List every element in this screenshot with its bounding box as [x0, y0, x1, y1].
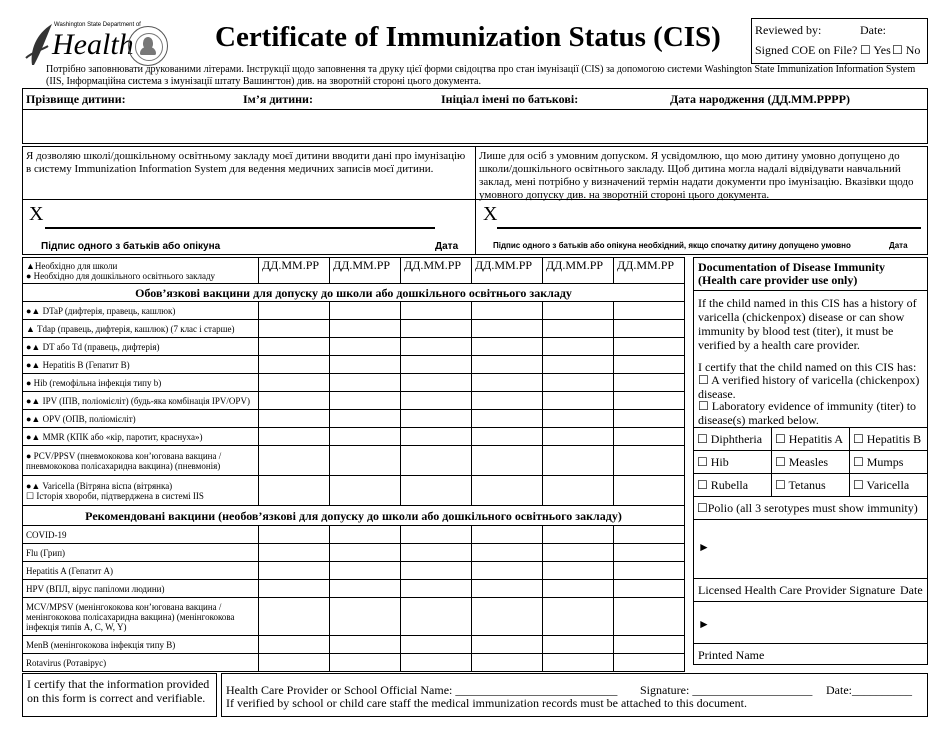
vaccine-name: ●▲ OPV (ОПВ, поліомієліт): [23, 410, 259, 428]
vaccine-table: [22, 257, 685, 672]
date-cell[interactable]: [472, 476, 543, 506]
date-cell[interactable]: [543, 410, 614, 428]
date-cell[interactable]: [543, 598, 614, 636]
child-info-box: [22, 88, 928, 144]
table-row: [23, 320, 685, 338]
date-cell[interactable]: [330, 410, 401, 428]
table-row: [23, 544, 685, 562]
date-cell[interactable]: [330, 320, 401, 338]
date-cell[interactable]: [259, 446, 330, 476]
date-cell[interactable]: [472, 526, 543, 544]
required-vaccines-title: Обов’язкові вакцини для допуску до школи або дошкільного освітнього закладу: [23, 284, 685, 302]
official-note: If verified by school or child care staff the medical immunization records must be attached to this document.: [226, 696, 747, 710]
vaccine-name: Flu (Грип): [23, 544, 259, 562]
date-cell[interactable]: [259, 356, 330, 374]
vaccine-name: ●▲ IPV (ІПВ, поліомієліт) (будь-яка комбінація IPV/OPV): [23, 392, 259, 410]
date-cell[interactable]: [614, 476, 685, 506]
date-cell[interactable]: [472, 302, 543, 320]
date-cell[interactable]: [472, 654, 543, 672]
date-cell[interactable]: [543, 636, 614, 654]
child-first-name-label: Ім’я дитини:: [243, 92, 313, 106]
disease-checkbox[interactable]: ☐ Mumps: [850, 451, 928, 474]
date-cell[interactable]: [614, 302, 685, 320]
certify-box: [22, 673, 217, 717]
table-row: [23, 526, 685, 544]
consent-box: [22, 146, 928, 255]
table-row: [23, 338, 685, 356]
date-cell[interactable]: [614, 526, 685, 544]
table-row: [23, 356, 685, 374]
date-cell[interactable]: [259, 320, 330, 338]
disease-checkbox[interactable]: ☐ Hepatitis A: [772, 428, 850, 451]
date-header: ДД.ММ.РР: [472, 258, 543, 284]
date-cell[interactable]: [543, 374, 614, 392]
parent-signature-line[interactable]: [45, 227, 435, 229]
date-cell[interactable]: [330, 562, 401, 580]
disease-checkbox[interactable]: ☐ Diphtheria: [694, 428, 772, 451]
child-last-name-label: Прізвище дитини:: [26, 92, 126, 106]
coe-no-checkbox[interactable]: ☐ No: [892, 43, 921, 57]
date-cell[interactable]: [401, 562, 472, 580]
date-header: ДД.ММ.РР: [330, 258, 401, 284]
conditional-signature-line[interactable]: [497, 227, 921, 229]
iis-consent-text: Я дозволяю школі/дошкільному освітньому закладу моєї дитини вводити дані про імунізацію в систему Immunization Information System для ведення медичних записів моєї дитини.: [26, 150, 466, 175]
vaccine-name: ●▲ Hepatitis B (Гепатит B): [23, 356, 259, 374]
date-cell[interactable]: [543, 526, 614, 544]
printed-name-area[interactable]: [693, 601, 928, 643]
vaccine-name: ●▲ MMR (КПК або «кір, паротит, краснуха»): [23, 428, 259, 446]
date-cell[interactable]: [543, 320, 614, 338]
date-cell[interactable]: [259, 476, 330, 506]
page-title: Certificate of Immunization Status (CIS): [215, 21, 721, 53]
date-cell[interactable]: [330, 476, 401, 506]
vaccine-name: ● PCV/PPSV (пневмококова кон’югована вакцина / пневмококова полісахаридна вакцина) (пневмонія): [23, 446, 259, 476]
date-cell[interactable]: [614, 392, 685, 410]
date-cell[interactable]: [472, 356, 543, 374]
date-cell[interactable]: [330, 526, 401, 544]
date-cell[interactable]: [259, 410, 330, 428]
child-dob-label: Дата народження (ДД.ММ.РРРР): [670, 92, 850, 106]
date-cell[interactable]: [614, 562, 685, 580]
provider-signature-area[interactable]: [693, 518, 928, 580]
date-cell[interactable]: [614, 320, 685, 338]
date-cell[interactable]: [614, 598, 685, 636]
date-cell[interactable]: [472, 562, 543, 580]
date-cell[interactable]: [330, 302, 401, 320]
table-row: [23, 562, 685, 580]
vaccine-name: MenB (менінгококова інфекція типу B): [23, 636, 259, 654]
review-date-label: Date:: [860, 23, 886, 37]
table-row: [23, 410, 685, 428]
date-cell[interactable]: [259, 562, 330, 580]
conditional-consent-text: Лише для осіб з умовним допуском. Я усвідомлюю, що мою дитину умовно допущено до школи/дошкільного освітнього закладу. Щоб дитина могла надалі відвідувати навчальний заклад, мені потрібно у визначений термін надати документи про імунізацію. Вказівки щодо умовного допуску див. на зворотній стороні цього документа.: [479, 150, 914, 201]
date-cell[interactable]: [614, 580, 685, 598]
reviewed-by-label: Reviewed by:: [755, 23, 822, 37]
date-cell[interactable]: [472, 392, 543, 410]
date-cell[interactable]: [401, 598, 472, 636]
date-cell[interactable]: [614, 410, 685, 428]
signed-coe-label: Signed COE on File?: [755, 43, 858, 57]
date-cell[interactable]: [330, 544, 401, 562]
vaccine-name: ●▲ Varicella (Вітряна віспа (вітрянка): [26, 480, 173, 491]
date-cell[interactable]: [401, 410, 472, 428]
polio-checkbox[interactable]: ☐Polio (all 3 serotypes must show immunity): [694, 497, 928, 520]
date-cell[interactable]: [614, 428, 685, 446]
date-cell[interactable]: [330, 428, 401, 446]
date-cell[interactable]: [472, 544, 543, 562]
child-middle-initial-label: Ініціал імені по батькові:: [441, 92, 579, 106]
conditional-signature-x: X: [483, 203, 498, 225]
provider-date-label: Date: [900, 583, 923, 597]
table-row: [23, 636, 685, 654]
date-cell[interactable]: [543, 580, 614, 598]
date-cell[interactable]: [401, 320, 472, 338]
date-header: ДД.ММ.РР: [543, 258, 614, 284]
date-cell[interactable]: [259, 544, 330, 562]
vaccine-name: HPV (ВПЛ, вірус папіломи людини): [23, 580, 259, 598]
date-cell[interactable]: [472, 428, 543, 446]
date-cell[interactable]: [543, 476, 614, 506]
table-row: [23, 302, 685, 320]
parent-signature-label: Підпис одного з батьків або опікуна: [41, 241, 221, 252]
date-cell[interactable]: [259, 374, 330, 392]
child-name-input-area[interactable]: [23, 109, 927, 144]
review-box: [751, 18, 928, 64]
vaccine-name: ▲ Tdap (правець, дифтерія, кашлюк) (7 клас і старше): [23, 320, 259, 338]
date-cell[interactable]: [614, 544, 685, 562]
date-cell[interactable]: [259, 636, 330, 654]
date-cell[interactable]: [401, 446, 472, 476]
date-cell[interactable]: [472, 410, 543, 428]
date-cell[interactable]: [614, 338, 685, 356]
date-cell[interactable]: [614, 446, 685, 476]
date-cell[interactable]: [401, 526, 472, 544]
date-cell[interactable]: [401, 636, 472, 654]
date-cell[interactable]: [259, 654, 330, 672]
provider-signature-label-row: [693, 578, 928, 602]
table-row: [23, 374, 685, 392]
official-signature-field[interactable]: Signature: ____________________: [640, 683, 813, 697]
official-box: [221, 673, 928, 717]
date-cell[interactable]: [330, 580, 401, 598]
table-row: [23, 654, 685, 672]
vaccine-name: Rotavirus (Ротавірус): [23, 654, 259, 672]
wa-doh-logo: [22, 18, 141, 68]
disease-checkbox[interactable]: ☐ Varicella: [850, 474, 928, 497]
immunity-subtitle: (Health care provider use only): [698, 273, 858, 287]
legend-cell: [23, 258, 259, 284]
recommended-vaccines-title: Рекомендовані вакцини (необов’язкові для допуску до школи або дошкільного освітнього закладу): [23, 506, 685, 526]
arrow-icon: ►: [698, 540, 710, 554]
vaccine-name: MCV/MPSV (менінгококова кон’югована вакцина / менінгококова полісахаридна вакцина) (менінгококова інфекція типів A, C, W, Y): [23, 598, 259, 636]
date-cell[interactable]: [543, 446, 614, 476]
disease-checkbox[interactable]: ☐ Measles: [772, 451, 850, 474]
disease-checkbox[interactable]: ☐ Hepatitis B: [850, 428, 928, 451]
date-cell[interactable]: [543, 392, 614, 410]
printed-name-label: Printed Name: [698, 648, 765, 662]
date-cell[interactable]: [330, 654, 401, 672]
vaccine-name: COVID-19: [23, 526, 259, 544]
coe-yes-checkbox[interactable]: ☐ Yes: [860, 43, 891, 57]
logo-big-text: Health: [52, 28, 134, 61]
provider-signature-label: Licensed Health Care Provider Signature: [698, 583, 896, 597]
date-cell[interactable]: [472, 636, 543, 654]
logo-small-text: Washington State Department of: [54, 22, 141, 28]
parent-signature-x: X: [29, 203, 44, 225]
vaccine-name: Hepatitis A (Гепатит A): [23, 562, 259, 580]
disease-checkbox[interactable]: ☐ Hib: [694, 451, 772, 474]
certify-text: I certify that the information provided on this form is correct and verifiable.: [27, 677, 210, 705]
date-cell[interactable]: [401, 428, 472, 446]
immunity-para2: I certify that the child named on this CIS has:: [698, 360, 917, 374]
date-cell[interactable]: [614, 654, 685, 672]
varicella-history-checkbox[interactable]: ☐ Історія хвороби, підтверджена в системі IIS: [26, 490, 204, 501]
date-cell[interactable]: [401, 392, 472, 410]
date-cell[interactable]: [330, 356, 401, 374]
titer-option[interactable]: ☐ Laboratory evidence of immunity (titer) to disease(s) marked below.: [698, 399, 917, 427]
vaccine-name: ● Hib (гемофільна інфекція типу b): [23, 374, 259, 392]
date-cell[interactable]: [259, 338, 330, 356]
date-cell[interactable]: [330, 446, 401, 476]
official-name-field[interactable]: Health Care Provider or School Official Name: ___________________________: [226, 683, 618, 697]
disease-checklist: [693, 427, 928, 520]
date-cell[interactable]: [401, 654, 472, 672]
table-row: [23, 598, 685, 636]
date-cell[interactable]: [614, 636, 685, 654]
varicella-history-option[interactable]: ☐ A verified history of varicella (chickenpox) disease.: [698, 373, 920, 401]
conditional-signature-label: Підпис одного з батьків або опікуна необхідний, якщо спочатку дитину допущено умовно: [493, 241, 851, 250]
date-cell[interactable]: [543, 428, 614, 446]
conditional-date-label: Дата: [889, 241, 908, 250]
date-cell[interactable]: [330, 598, 401, 636]
date-cell[interactable]: [543, 562, 614, 580]
immunity-title: Documentation of Disease Immunity: [698, 260, 885, 274]
date-cell[interactable]: [543, 338, 614, 356]
date-cell[interactable]: [543, 544, 614, 562]
state-seal-icon: [128, 26, 168, 66]
official-date-field[interactable]: Date:__________: [826, 683, 912, 697]
instructions-text: Потрібно заповнювати друкованими літерами. Інструкції щодо заповнення та друку цієї форми свідоцтва про стан імунізації (CIS) за допомогою системи Washington State Immunization Information System (IIS, Інформаційна система з імунізації штату Вашингтон) див. на зворотній стороні цього документа.: [46, 64, 916, 87]
date-cell[interactable]: [472, 320, 543, 338]
vaccine-row-varicella: [23, 476, 259, 506]
table-row: [23, 446, 685, 476]
disease-checkbox[interactable]: ☐ Tetanus: [772, 474, 850, 497]
date-cell[interactable]: [401, 302, 472, 320]
date-cell[interactable]: [401, 580, 472, 598]
date-header: ДД.ММ.РР: [259, 258, 330, 284]
date-cell[interactable]: [330, 338, 401, 356]
table-row: [23, 392, 685, 410]
disease-checkbox[interactable]: ☐ Rubella: [694, 474, 772, 497]
immunity-para1: If the child named in this CIS has a history of varicella (chickenpox) disease or can show immunity by blood test (titer), it must be verified by a health care provider.: [698, 296, 917, 352]
legend-childcare: ● Необхідно для дошкільного освітнього закладу: [26, 270, 216, 281]
date-cell[interactable]: [259, 580, 330, 598]
date-cell[interactable]: [401, 544, 472, 562]
date-cell[interactable]: [259, 526, 330, 544]
date-cell[interactable]: [259, 428, 330, 446]
date-header: ДД.ММ.РР: [401, 258, 472, 284]
date-cell[interactable]: [259, 302, 330, 320]
legend-school: ▲Необхідно для школи: [26, 260, 118, 271]
date-cell[interactable]: [330, 392, 401, 410]
parent-signature-date-label: Дата: [435, 241, 459, 252]
date-cell[interactable]: [543, 302, 614, 320]
date-header: ДД.ММ.РР: [614, 258, 685, 284]
date-cell[interactable]: [472, 338, 543, 356]
date-cell[interactable]: [330, 636, 401, 654]
date-cell[interactable]: [614, 356, 685, 374]
date-cell[interactable]: [401, 374, 472, 392]
date-cell[interactable]: [472, 598, 543, 636]
date-cell[interactable]: [401, 338, 472, 356]
table-row: [23, 580, 685, 598]
date-cell[interactable]: [614, 374, 685, 392]
date-cell[interactable]: [259, 598, 330, 636]
date-cell[interactable]: [472, 374, 543, 392]
vaccine-name: ●▲ DT або Td (правець, дифтерія): [23, 338, 259, 356]
table-row: [23, 428, 685, 446]
date-cell[interactable]: [401, 476, 472, 506]
arrow-icon: ►: [698, 617, 710, 631]
date-cell[interactable]: [401, 356, 472, 374]
date-cell[interactable]: [472, 580, 543, 598]
date-cell[interactable]: [543, 356, 614, 374]
date-cell[interactable]: [472, 446, 543, 476]
date-cell[interactable]: [543, 654, 614, 672]
date-cell[interactable]: [330, 374, 401, 392]
printed-name-label-row: [693, 643, 928, 665]
date-cell[interactable]: [259, 392, 330, 410]
vaccine-name: ●▲ DTaP (дифтерія, правець, кашлюк): [23, 302, 259, 320]
